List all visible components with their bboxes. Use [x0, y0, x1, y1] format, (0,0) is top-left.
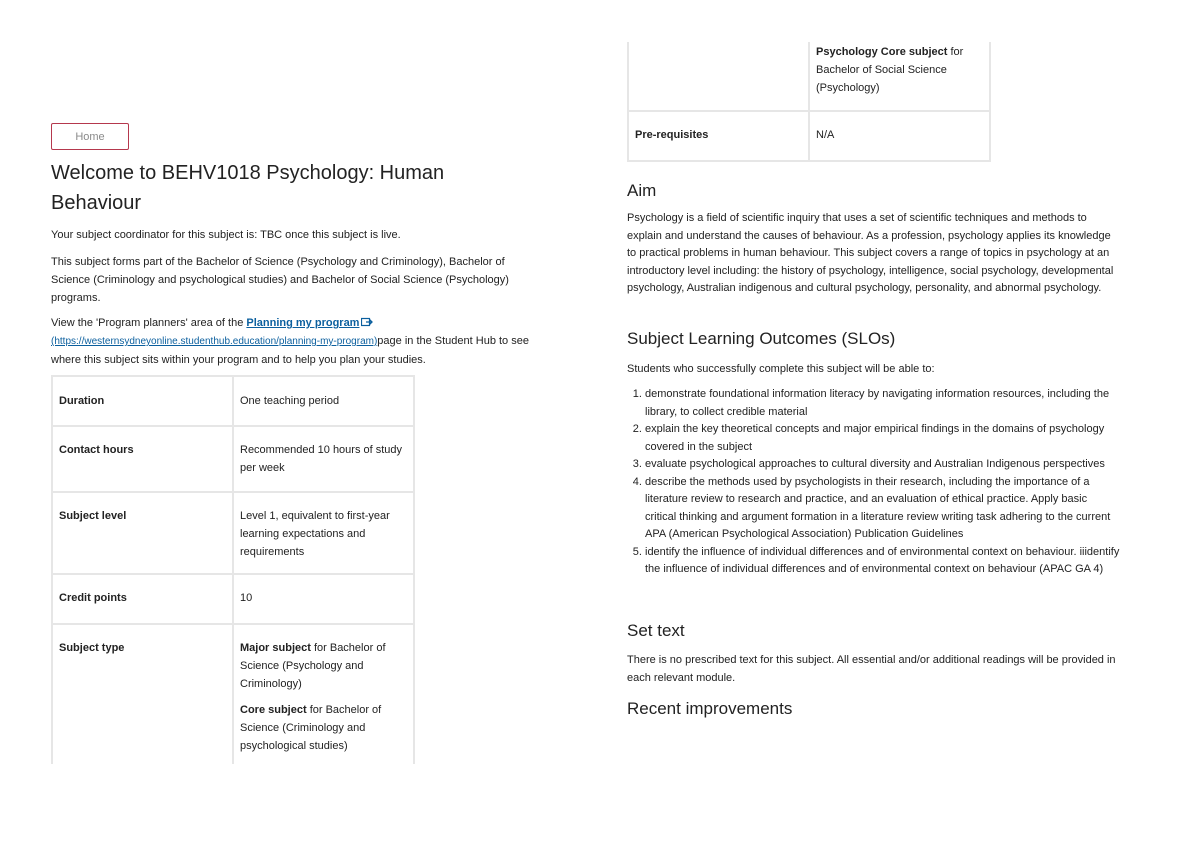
psychology-core-bold: Psychology Core subject [816, 46, 948, 58]
table-row [52, 574, 414, 624]
coordinator-text: Your subject coordinator for this subject is: TBC once this subject is live. [51, 229, 401, 241]
contact-hours-value: Recommended 10 hours of study per week [233, 426, 414, 492]
prerequisites-value: N/A [809, 111, 990, 161]
slo-heading: Subject Learning Outcomes (SLOs) [627, 329, 896, 348]
table-row [628, 111, 990, 161]
home-button[interactable]: Home [51, 123, 129, 150]
subject-type-label: Subject type [52, 624, 233, 764]
subject-info-table-left [51, 375, 415, 764]
slo-list [627, 386, 1120, 579]
aim-heading: Aim [627, 181, 657, 200]
page-title: Welcome to BEHV1018 Psychology: Human Behaviour [51, 162, 445, 214]
external-link-icon [361, 317, 373, 327]
prerequisites-label: Pre-requisites [628, 111, 809, 161]
core-subject-text: for Bachelor of Science (Criminology and psychological studies) [240, 704, 382, 752]
forms-part-text: This subject forms part of the Bachelor of Science (Psychology and Criminology), Bachelor of Science (Criminology and psychological studies) and Bachelor of Social Science (Psychology) programs. [51, 256, 509, 304]
subject-type-value [233, 624, 414, 764]
view-suffix: page in the Student Hub to see where this subject sits within your program and to help you plan your studies. [51, 335, 529, 366]
table-row [628, 42, 990, 111]
table-row [52, 492, 414, 574]
planning-my-program-link[interactable]: Planning my program [246, 317, 360, 329]
list-item: 4. describe the methods used by psychologists in their research, including the importance of a literature review to research and practice, and an evaluation of ethical practice. Apply basic critical thinking and argument formation in a literature review writing task adhering to the current APA (American Psychological Association) Publication Guidelines [645, 474, 1120, 544]
planning-url-link[interactable]: (https://westernsydneyonline.studenthub.education/planning-my-program) [51, 336, 378, 347]
aim-text: Psychology is a field of scientific inquiry that uses a set of scientific techniques and methods to explain and understand the causes of behaviour. As a profession, psychology applies its knowledge to practical problems in human behaviour. This subject covers a range of topics in psychology at an introductory level including: the history of psychology, intelligence, social psychology, developmental psychology, Australian indigenous and cultural psychology, personality, and abnormal psychology. [627, 212, 1114, 294]
table-row [52, 376, 414, 426]
psychology-core-value [809, 42, 990, 111]
core-subject-bold: Core subject [240, 704, 307, 716]
list-item: 2. explain the key theoretical concepts and major empirical findings in the domains of psychology covered in the subject [645, 421, 1120, 456]
set-text-heading: Set text [627, 621, 685, 640]
table-row [52, 426, 414, 492]
list-item: 3. evaluate psychological approaches to cultural diversity and Australian Indigenous perspectives [645, 456, 1120, 474]
credit-points-value: 10 [233, 574, 414, 624]
list-item: 1. demonstrate foundational information literacy by navigating information resources, including the library, to collect credible material [645, 386, 1120, 421]
planning-paragraph [51, 314, 541, 369]
list-item: 5. identify the influence of individual differences and of environmental context on behaviour. iiidentify the influence of individual differences and of environmental context on behaviour (APAC GA 4) [645, 544, 1120, 579]
subject-type-continued-label [628, 42, 809, 111]
subject-level-value: Level 1, equivalent to first-year learning expectations and requirements [233, 492, 414, 574]
major-subject-text: for Bachelor of Science (Psychology and Criminology) [240, 642, 386, 690]
view-prefix: View the 'Program planners' area of the [51, 317, 247, 329]
duration-value: One teaching period [233, 376, 414, 426]
credit-points-label: Credit points [52, 574, 233, 624]
subject-info-table-right [627, 42, 991, 162]
slo-intro: Students who successfully complete this subject will be able to: [627, 363, 935, 375]
contact-hours-label: Contact hours [52, 426, 233, 492]
recent-improvements-heading: Recent improvements [627, 699, 793, 718]
duration-label: Duration [52, 376, 233, 426]
major-subject-bold: Major subject [240, 642, 311, 654]
subject-level-label: Subject level [52, 492, 233, 574]
psychology-core-text: for Bachelor of Social Science (Psychology) [816, 46, 964, 94]
table-row [52, 624, 414, 764]
set-text-body: There is no prescribed text for this subject. All essential and/or additional readings will be provided in each relevant module. [627, 654, 1116, 684]
